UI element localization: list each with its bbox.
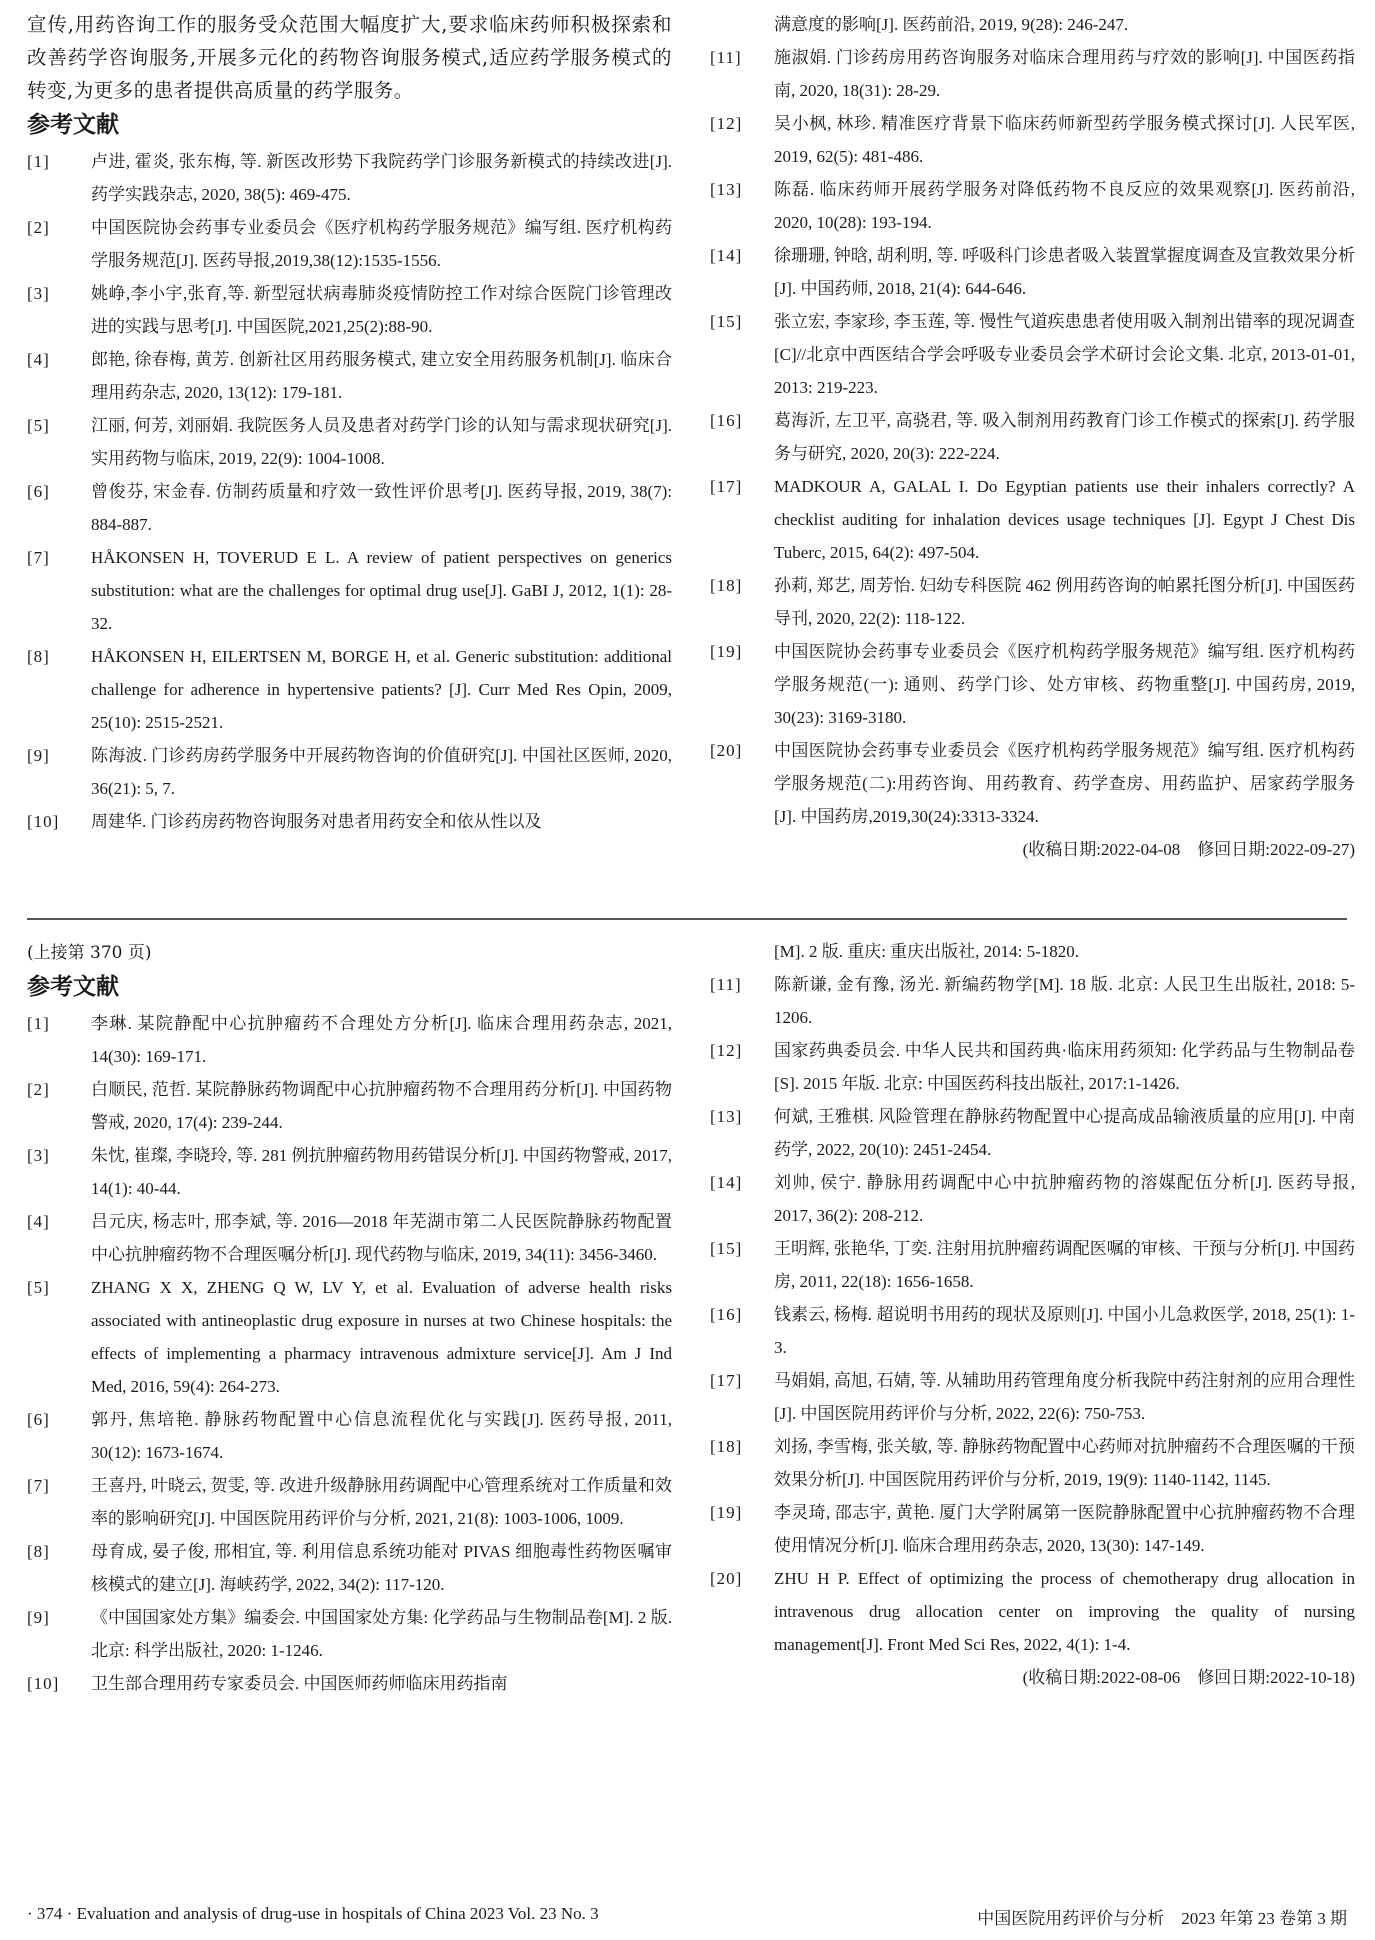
reference-number: [6]	[27, 1410, 50, 1429]
reference-number: [12]	[710, 1041, 743, 1060]
reference-number: [18]	[710, 1437, 743, 1456]
reference-text: 张立宏, 李家珍, 李玉莲, 等. 慢性气道疾患患者使用吸入制剂出错率的现况调查[C]//北京中西医结合学会呼吸专业委员会学术研讨会论文集. 北京, 2013-01-01, 2013: 219-223.	[774, 312, 1355, 397]
reference-text: 陈磊. 临床药师开展药学服务对降低药物不良反应的效果观察[J]. 医药前沿, 2020, 10(28): 193-194.	[774, 180, 1355, 232]
reference-text: 徐珊珊, 钟晗, 胡利明, 等. 呼吸科门诊患者吸入装置掌握度调查及宣教效果分析[J]. 中国药师, 2018, 21(4): 644-646.	[774, 246, 1355, 298]
reference-text: 陈海波. 门诊药房药学服务中开展药物咨询的价值研究[J]. 中国社区医师, 2020, 36(21): 5, 7.	[91, 746, 672, 798]
reference-text: 中国医院协会药事专业委员会《医疗机构药学服务规范》编写组. 医疗机构药学服务规范(一): 通则、药学门诊、处方审核、药物重整[J]. 中国药房, 2019, 30(23): 3169-3180.	[774, 642, 1355, 727]
section-divider	[27, 918, 1347, 920]
reference-item	[27, 1271, 672, 1403]
reference-number: [11]	[710, 975, 742, 994]
reference-text: 中国医院协会药事专业委员会《医疗机构药学服务规范》编写组. 医疗机构药学服务规范[J]. 医药导报,2019,38(12):1535-1556.	[91, 218, 672, 270]
reference-text: 周建华. 门诊药房药物咨询服务对患者用药安全和依从性以及	[91, 812, 542, 831]
reference-text: MADKOUR A, GALAL I. Do Egyptian patients use their inhalers correctly? A checklist auditing for inhalation devices usage techniques [J]. Egypt J Chest Dis Tuberc, 2015, 64(2): 497-504.	[774, 477, 1355, 562]
reference-text: HÅKONSEN H, TOVERUD E L. A review of patient perspectives on generics substitution: what are the challenges for optimal drug use[J]. GaBI J, 2012, 1(1): 28-32.	[91, 548, 672, 633]
reference-item	[710, 734, 1355, 833]
top-left-column	[27, 8, 672, 838]
continued-from-note: (上接第 370 页)	[27, 943, 152, 963]
reference-text: 李灵琦, 邵志宇, 黄艳. 厦门大学附属第一医院静脉配置中心抗肿瘤药物不合理使用情况分析[J]. 临床合理用药杂志, 2020, 13(30): 147-149.	[774, 1503, 1355, 1555]
received-revised-dates: (收稿日期:2022-08-06 修回日期:2022-10-18)	[1022, 1668, 1355, 1687]
reference-number: [16]	[710, 411, 743, 430]
reference-text: 曾俊芬, 宋金春. 仿制药质量和疗效一致性评价思考[J]. 医药导报, 2019, 38(7): 884-887.	[91, 482, 672, 534]
reference-number: [7]	[27, 548, 50, 567]
reference-number: [20]	[710, 741, 743, 760]
reference-number: [2]	[27, 1080, 50, 1099]
reference-item	[27, 640, 672, 739]
reference-number: [13]	[710, 180, 743, 199]
reference-text: 郭丹, 焦培艳. 静脉药物配置中心信息流程优化与实践[J]. 医药导报, 2011, 30(12): 1673-1674.	[91, 1410, 672, 1462]
intro-paragraph: 宣传,用药咨询工作的服务受众范围大幅度扩大,要求临床药师积极探索和改善药学咨询服务,开展多元化的药物咨询服务模式,适应药学服务模式的转变,为更多的患者提供高质量的药学服务。	[27, 13, 672, 102]
reference-item	[27, 277, 672, 343]
reference-item	[710, 635, 1355, 734]
top-right-column	[710, 8, 1355, 866]
reference-list	[27, 145, 672, 838]
reference-number: [10]	[27, 1674, 60, 1693]
reference-item	[710, 968, 1355, 1034]
references-heading: 参考文献	[27, 112, 119, 138]
footer-chinese-journal: 中国医院用药评价与分析 2023 年第 23 卷第 3 期	[977, 1909, 1347, 1928]
reference-item	[710, 173, 1355, 239]
reference-item	[27, 1205, 672, 1271]
reference-number: [4]	[27, 350, 50, 369]
reference-number: [5]	[27, 1278, 50, 1297]
reference-number: [9]	[27, 1608, 50, 1627]
reference-number: [19]	[710, 642, 743, 661]
reference-number: [9]	[27, 746, 50, 765]
reference-item	[710, 1298, 1355, 1364]
reference-item	[710, 1034, 1355, 1100]
reference-number: [7]	[27, 1476, 50, 1495]
reference-text: 《中国国家处方集》编委会. 中国国家处方集: 化学药品与生物制品卷[M]. 2 版. 北京: 科学出版社, 2020: 1-1246.	[91, 1608, 672, 1660]
reference-text: 姚峥,李小宇,张育,等. 新型冠状病毒肺炎疫情防控工作对综合医院门诊管理改进的实践与思考[J]. 中国医院,2021,25(2):88-90.	[91, 284, 672, 336]
reference-number: [13]	[710, 1107, 743, 1126]
reference-text: 钱素云, 杨梅. 超说明书用药的现状及原则[J]. 中国小儿急救医学, 2018, 25(1): 1-3.	[774, 1305, 1355, 1357]
reference-item	[710, 1100, 1355, 1166]
reference-number: [2]	[27, 218, 50, 237]
reference-number: [4]	[27, 1212, 50, 1231]
reference-item	[27, 739, 672, 805]
reference-text: 母育成, 晏子俊, 邢相宜, 等. 利用信息系统功能对 PIVAS 细胞毒性药物医嘱审核模式的建立[J]. 海峡药学, 2022, 34(2): 117-120.	[91, 1542, 672, 1594]
reference-item	[27, 1139, 672, 1205]
reference-item	[27, 1535, 672, 1601]
reference-item	[710, 1430, 1355, 1496]
reference-text: 卫生部合理用药专家委员会. 中国医师药师临床用药指南	[91, 1674, 508, 1693]
reference-text: 李琳. 某院静配中心抗肿瘤药不合理处方分析[J]. 临床合理用药杂志, 2021, 14(30): 169-171.	[91, 1014, 672, 1066]
reference-text: 卢进, 霍炎, 张东梅, 等. 新医改形势下我院药学门诊服务新模式的持续改进[J]. 药学实践杂志, 2020, 38(5): 469-475.	[91, 152, 672, 204]
reference-number: [3]	[27, 284, 50, 303]
reference-item	[27, 1403, 672, 1469]
reference-text: 郎艳, 徐春梅, 黄芳. 创新社区用药服务模式, 建立安全用药服务机制[J]. 临床合理用药杂志, 2020, 13(12): 179-181.	[91, 350, 672, 402]
reference-item	[710, 1232, 1355, 1298]
reference-text: HÅKONSEN H, EILERTSEN M, BORGE H, et al. Generic substitution: additional challenge for adherence in hypertensive patients? [J]. Curr Med Res Opin, 2009, 25(10): 2515-2521.	[91, 647, 672, 732]
reference-list	[710, 968, 1355, 1661]
reference-number: [15]	[710, 1239, 743, 1258]
references-heading: 参考文献	[27, 974, 119, 1000]
reference-item	[710, 239, 1355, 305]
bottom-right-column	[710, 935, 1355, 1694]
reference-item	[710, 41, 1355, 107]
reference-text: 吕元庆, 杨志叶, 邢李斌, 等. 2016—2018 年芜湖市第二人民医院静脉药物配置中心抗肿瘤药物不合理医嘱分析[J]. 现代药物与临床, 2019, 34(11): 3456-3460.	[91, 1212, 672, 1264]
reference-item	[27, 475, 672, 541]
reference-text: 吴小枫, 林珍. 精准医疗背景下临床药师新型药学服务模式探讨[J]. 人民军医, 2019, 62(5): 481-486.	[774, 114, 1355, 166]
reference-item	[27, 1469, 672, 1535]
footer-english-journal: · 374 · Evaluation and analysis of drug-use in hospitals of China 2023 Vol. 23 No. 3	[27, 1904, 599, 1923]
reference-text: 施淑娟. 门诊药房用药咨询服务对临床合理用药与疗效的影响[J]. 中国医药指南, 2020, 18(31): 28-29.	[774, 48, 1355, 100]
reference-number: [12]	[710, 114, 743, 133]
reference-text: 白顺民, 范哲. 某院静脉药物调配中心抗肿瘤药物不合理用药分析[J]. 中国药物警戒, 2020, 17(4): 239-244.	[91, 1080, 672, 1132]
reference-item	[27, 541, 672, 640]
reference-number: [5]	[27, 416, 50, 435]
reference-number: [1]	[27, 152, 50, 171]
reference-number: [19]	[710, 1503, 743, 1522]
reference-number: [11]	[710, 48, 742, 67]
reference-item	[710, 1562, 1355, 1661]
reference-item	[710, 1364, 1355, 1430]
reference-continuation: [M]. 2 版. 重庆: 重庆出版社, 2014: 5-1820.	[774, 942, 1080, 961]
reference-item	[27, 1667, 672, 1700]
reference-item	[710, 305, 1355, 404]
reference-text: 马娟娟, 高旭, 石婧, 等. 从辅助用药管理角度分析我院中药注射剂的应用合理性[J]. 中国医院用药评价与分析, 2022, 22(6): 750-753.	[774, 1371, 1355, 1423]
reference-item	[710, 1496, 1355, 1562]
reference-number: [17]	[710, 1371, 743, 1390]
reference-item	[27, 1073, 672, 1139]
reference-number: [8]	[27, 647, 50, 666]
reference-text: 刘帅, 侯宁. 静脉用药调配中心中抗肿瘤药物的溶媒配伍分析[J]. 医药导报, 2017, 36(2): 208-212.	[774, 1173, 1355, 1225]
reference-number: [20]	[710, 1569, 743, 1588]
reference-text: 江丽, 何芳, 刘丽娟. 我院医务人员及患者对药学门诊的认知与需求现状研究[J]. 实用药物与临床, 2019, 22(9): 1004-1008.	[91, 416, 672, 468]
reference-item	[710, 107, 1355, 173]
reference-number: [14]	[710, 1173, 743, 1192]
reference-text: 葛海沂, 左卫平, 高骁君, 等. 吸入制剂用药教育门诊工作模式的探索[J]. 药学服务与研究, 2020, 20(3): 222-224.	[774, 411, 1355, 463]
reference-text: ZHANG X X, ZHENG Q W, LV Y, et al. Evaluation of adverse health risks associated with antineoplastic drug exposure in nurses at two Chinese hospitals: the effects of implementing a pharmacy intravenous admixture service[J]. Am J Ind Med, 2016, 59(4): 264-273.	[91, 1278, 672, 1396]
reference-item	[710, 1166, 1355, 1232]
reference-item	[710, 569, 1355, 635]
reference-text: ZHU H P. Effect of optimizing the process of chemotherapy drug allocation in intravenous drug allocation center on improving the quality of nursing management[J]. Front Med Sci Res, 2022, 4(1): 1-4.	[774, 1569, 1355, 1654]
reference-number: [17]	[710, 477, 743, 496]
reference-text: 何斌, 王雅棋. 风险管理在静脉药物配置中心提高成品输液质量的应用[J]. 中南药学, 2022, 20(10): 2451-2454.	[774, 1107, 1355, 1159]
reference-text: 中国医院协会药事专业委员会《医疗机构药学服务规范》编写组. 医疗机构药学服务规范(二):用药咨询、用药教育、药学查房、用药监护、居家药学服务[J]. 中国药房,2019,30(24):3313-3324.	[774, 741, 1355, 826]
reference-text: 陈新谦, 金有豫, 汤光. 新编药物学[M]. 18 版. 北京: 人民卫生出版社, 2018: 5-1206.	[774, 975, 1355, 1027]
reference-item	[27, 1007, 672, 1073]
reference-item	[27, 805, 672, 838]
reference-item	[27, 409, 672, 475]
reference-number: [18]	[710, 576, 743, 595]
reference-text: 孙莉, 郑艺, 周芳怡. 妇幼专科医院 462 例用药咨询的帕累托图分析[J]. 中国医药导刊, 2020, 22(2): 118-122.	[774, 576, 1355, 628]
reference-number: [3]	[27, 1146, 50, 1165]
page-footer	[27, 1904, 1347, 1929]
reference-number: [16]	[710, 1305, 743, 1324]
reference-text: 刘扬, 李雪梅, 张关敏, 等. 静脉药物配置中心药师对抗肿瘤药不合理医嘱的干预效果分析[J]. 中国医院用药评价与分析, 2019, 19(9): 1140-1142, 1145.	[774, 1437, 1355, 1489]
reference-number: [8]	[27, 1542, 50, 1561]
reference-text: 朱忱, 崔璨, 李晓玲, 等. 281 例抗肿瘤药物用药错误分析[J]. 中国药物警戒, 2017, 14(1): 40-44.	[91, 1146, 672, 1198]
reference-item	[27, 145, 672, 211]
reference-item	[710, 404, 1355, 470]
reference-item	[27, 211, 672, 277]
reference-number: [15]	[710, 312, 743, 331]
received-revised-dates: (收稿日期:2022-04-08 修回日期:2022-09-27)	[1022, 840, 1355, 859]
reference-item	[710, 470, 1355, 569]
reference-item	[27, 1601, 672, 1667]
reference-text: 王明辉, 张艳华, 丁奕. 注射用抗肿瘤药调配医嘱的审核、干预与分析[J]. 中国药房, 2011, 22(18): 1656-1658.	[774, 1239, 1355, 1291]
bottom-left-column	[27, 935, 672, 1700]
reference-number: [6]	[27, 482, 50, 501]
reference-text: 王喜丹, 叶晓云, 贺雯, 等. 改进升级静脉用药调配中心管理系统对工作质量和效率的影响研究[J]. 中国医院用药评价与分析, 2021, 21(8): 1003-1006, 1009.	[91, 1476, 672, 1528]
reference-list	[710, 41, 1355, 833]
reference-number: [10]	[27, 812, 60, 831]
reference-text: 国家药典委员会. 中华人民共和国药典·临床用药须知: 化学药品与生物制品卷[S]. 2015 年版. 北京: 中国医药科技出版社, 2017:1-1426.	[774, 1041, 1355, 1093]
reference-list	[27, 1007, 672, 1700]
reference-item	[27, 343, 672, 409]
reference-number: [14]	[710, 246, 743, 265]
reference-number: [1]	[27, 1014, 50, 1033]
reference-continuation: 满意度的影响[J]. 医药前沿, 2019, 9(28): 246-247.	[774, 15, 1129, 34]
